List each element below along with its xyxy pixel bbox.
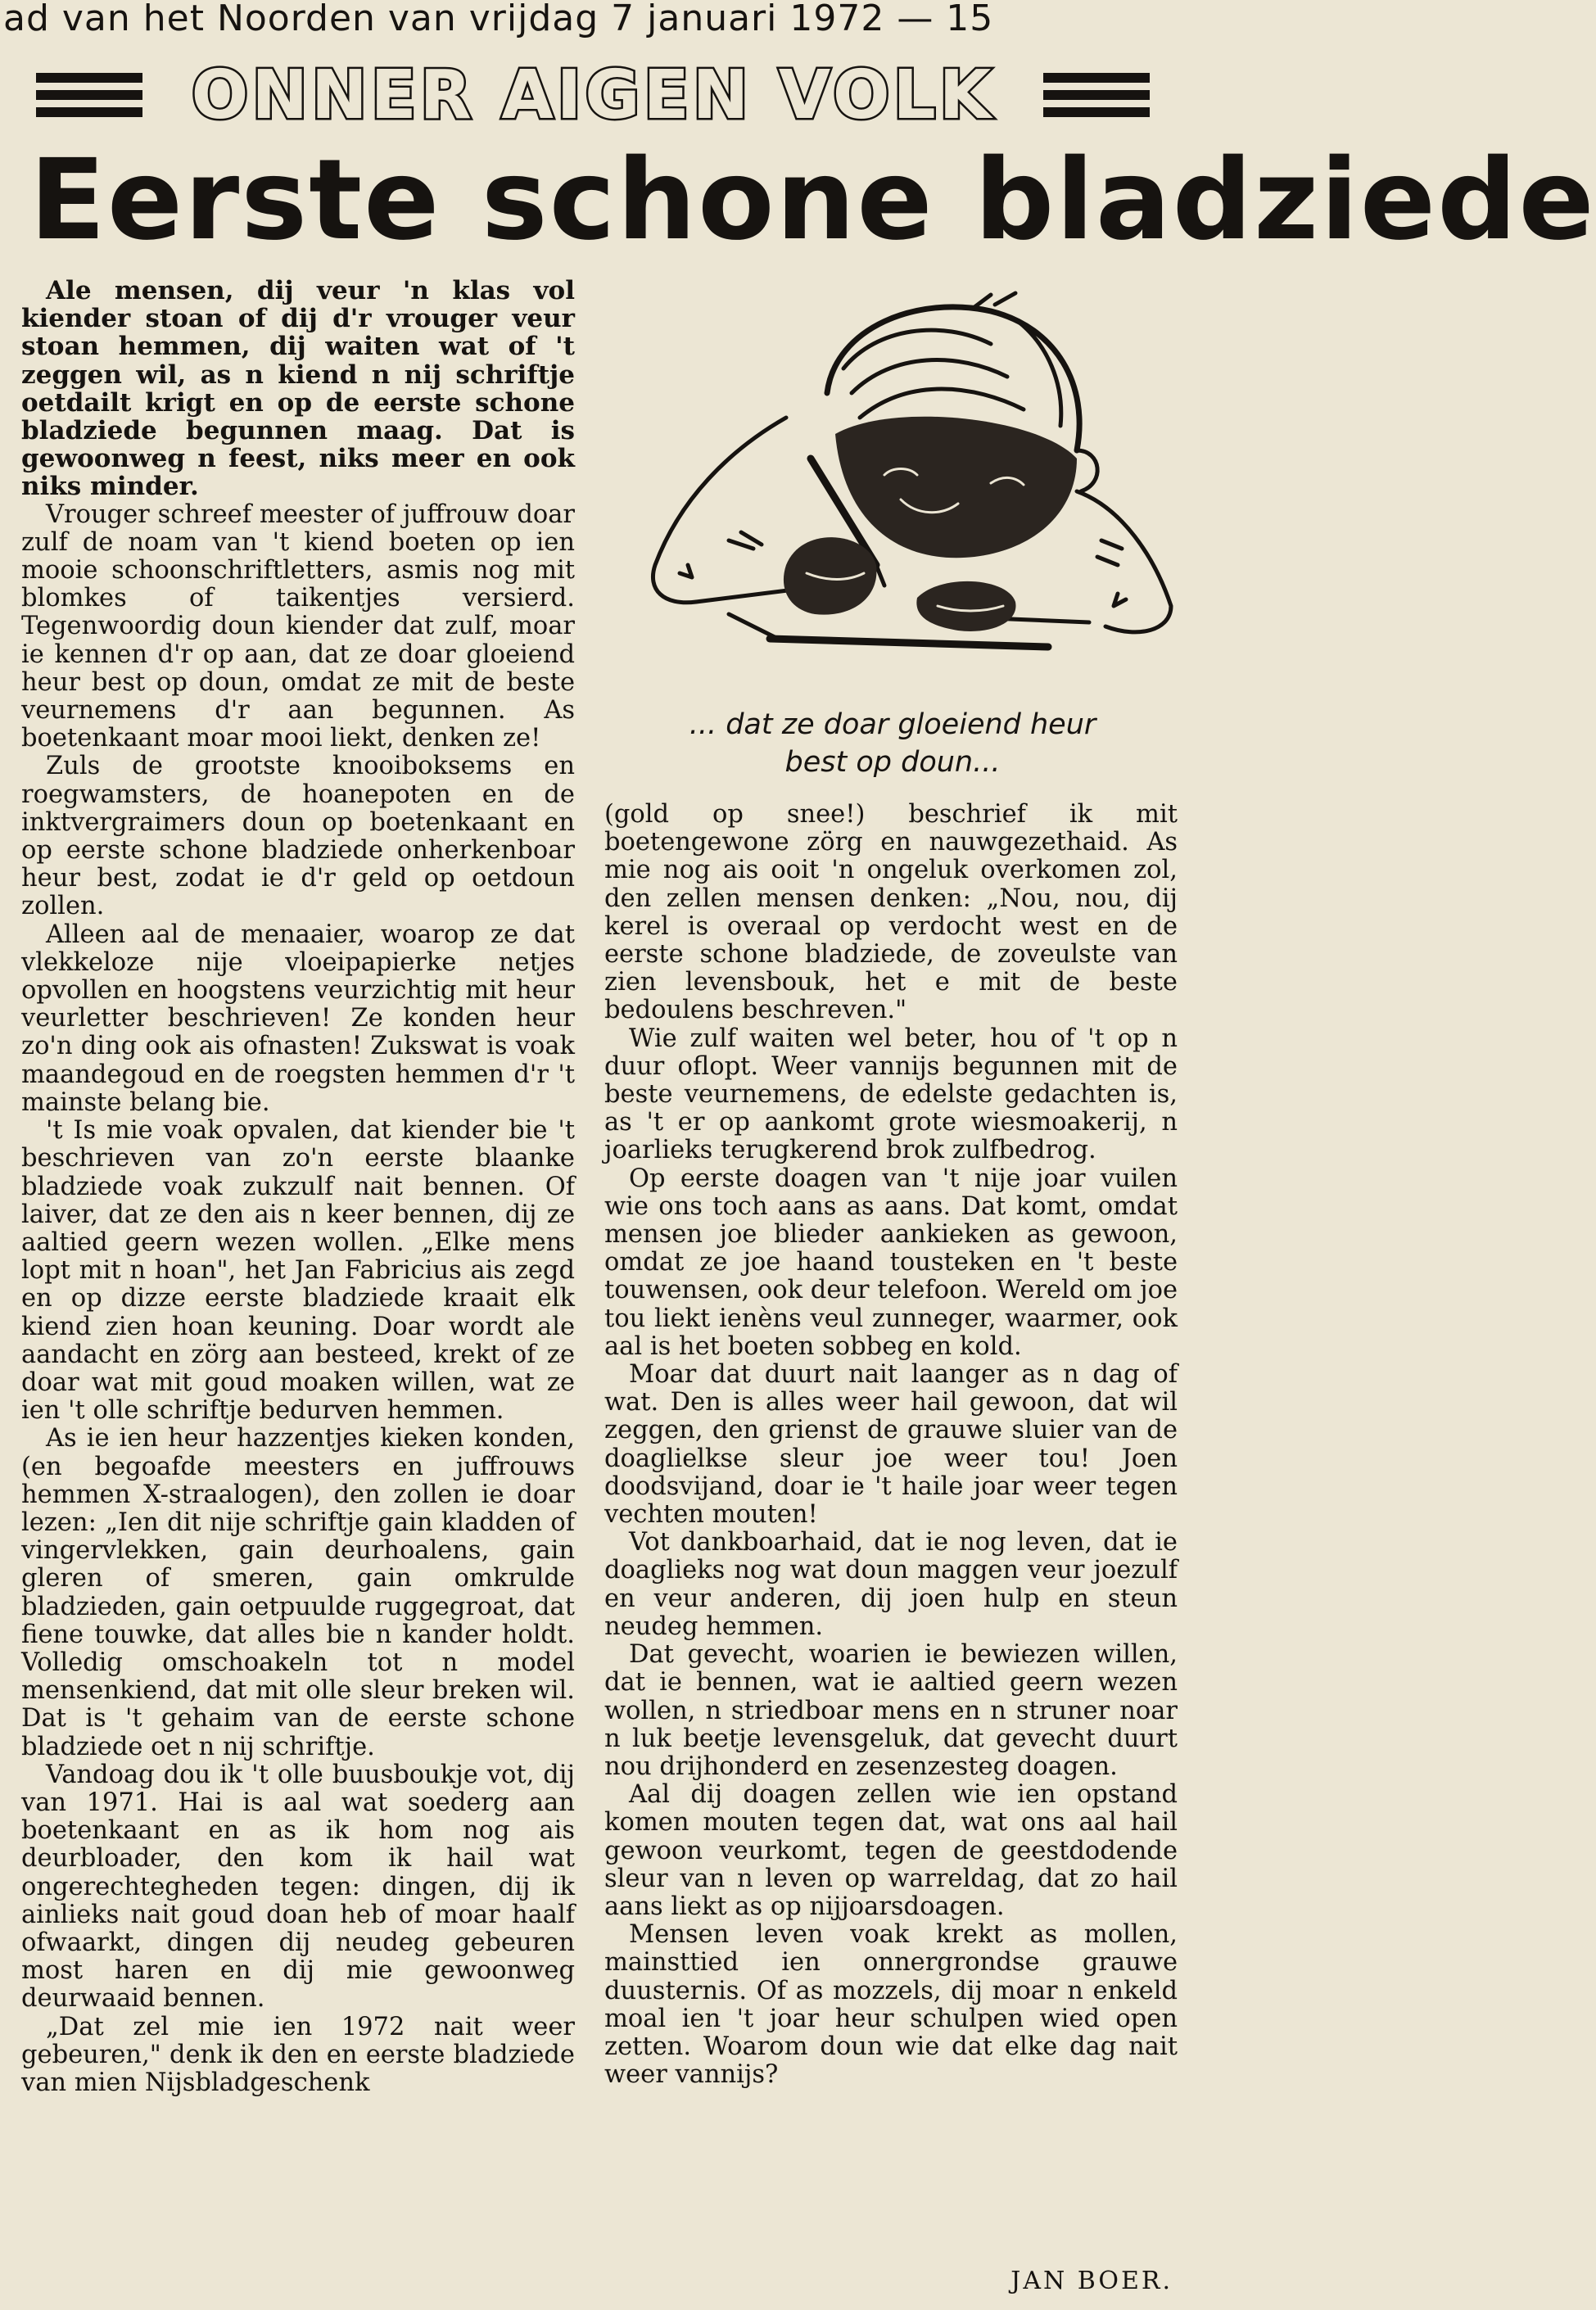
caption-line: best op doun... <box>784 746 1001 779</box>
dateline: ad van het Noorden van vrijdag 7 januari 1972 — 15 <box>3 0 994 39</box>
article-paragraph: Op eerste doagen van 't nije joar vuilen wie ons toch aans as aans. Dat komt, omdat mensen joe blieder aankieken as gewoon, omdat ze joe haand tousteken en 't beste touwensen, ook deur telefoon. Wereld om joe tou liekt ienèns veul zunneger, waarmer, ook aal is het boeten sobbeg en kold. <box>604 1164 1178 1361</box>
article-paragraph: Vrouger schreef meester of juffrouw doar zulf de noam van 't kiend boeten op ien mooie schoonschriftletters, asmis nog mit blomkes of taikentjes versierd. Tegenwoordig doun kiender dat zulf, moar ie kennen d'r op aan, dat ze doar gloeiend heur best op doun, omdat ze mit de beste veurnemens d'r aan begunnen. As boetenkaant moar mooi liekt, denken ze! <box>21 500 575 753</box>
article-paragraph: Mensen leven voak krekt as mollen, mainsttied ien onnergrondse grauwe duusternis. Of as mozzels, dij moar n enkeld moal ien 't joar heur schulpen wied open zetten. Woarom doun wie dat elke dag nait weer vannijs? <box>604 1920 1178 2090</box>
article-paragraph: Ale mensen, dij veur 'n klas vol kiender stoan of dij d'r vrouger veur stoan hemmen, dij waiten wat of 't zeggen wil, as n kiend n nij schriftje oetdailt krigt en op de eerste schone bladziede begunnen maag. Dat is gewoonweg n feest, niks meer en ook niks minder. <box>21 276 575 502</box>
kicker-title: ONNER AIGEN VOLK <box>191 56 995 134</box>
article-paragraph: Alleen aal de menaaier, woarop ze dat vlekkeloze nije vloeipapierke netjes opvollen en hoogstens veurzichtig mit heur veurletter beschrieven! Ze konden heur zo'n ding ook ais ofnasten! Zukswat is voak maandegoud en de roegsten hemmen d'r 't mainste belang bie. <box>21 920 575 1117</box>
article-paragraph: As ie ien heur hazzentjes kieken konden, (en begoafde meesters en juffrouws hemmen X-straalogen), den zollen ie doar lezen: „Ien dit nije schriftje gain kladden of vingervlekken, gain deurhoalens, gain gleren of smeren, gain omkrulde bladzieden, gain oetpuulde ruggegroat, dat fiene touwke, dat alles bie n kander holdt. Volledig omschoakeln tot n model mensenkiend, dat mit olle sleur breken wil. Dat is 't gehaim van de eerste schone bladziede oet n nij schriftje. <box>21 1424 575 1761</box>
kicker-bars-right <box>1043 73 1150 117</box>
article-paragraph: Zuls de grootste knooiboksems en roegwamsters, de hoanepoten en de inktvergraimers doun op boetenkaant en op eerste schone bladziede onherkenboar heur best, zodat ie d'r geld op oetdoun zollen. <box>21 752 575 921</box>
article-paragraph: „Dat zel mie ien 1972 nait weer gebeuren," denk ik den en eerste bladziede van mien Nijsbladgeschenk <box>21 2012 575 2097</box>
illustration-caption <box>622 706 1163 781</box>
illustration-svg <box>631 295 1171 671</box>
article-paragraph: Dat gevecht, woarien ie bewiezen willen, dat ie bennen, wat ie aaltied geern wezen wollen, n striedboar mens en n struner noar n luk beetje levensgeluk, dat gevecht duurt nou drijhonderd en zesenzesteg doagen. <box>604 1640 1178 1781</box>
headline: Eerste schone bladziede <box>29 136 1596 265</box>
child-writing-drawing-icon <box>631 295 1171 671</box>
article-column-right <box>604 801 1178 2089</box>
article-paragraph: 't Is mie voak opvalen, dat kiender bie 't beschrieven van zo'n eerste blaanke bladziede voak zukzulf nait bennen. Of laiver, dat ze den ais n keer bennen, dij ze aaltied geern wezen wollen. „Elke mens lopt mit n hoan", het Jan Fabricius ais zegd en op dizze eerste bladziede kraait elk kiend zien hoan keuning. Doar wordt ale aandacht en zörg aan besteed, krekt of ze doar wat mit goud moaken willen, wat ze ien 't olle schriftje bedurven hemmen. <box>21 1116 575 1426</box>
kicker-bars-left <box>36 73 142 117</box>
article-paragraph: Aal dij doagen zellen wie ien opstand komen mouten tegen dat, wat ons aal hail gewoon veurkomt, tegen de geestdodende sleur van n leven op warreldag, dat zo hail aans liekt as op nijjoarsdoagen. <box>604 1780 1178 1921</box>
article-paragraph: Vot dankboarhaid, dat ie nog leven, dat ie doaglieks nog wat doun maggen veur joezulf en veur anderen, dij joen hulp en steun neudeg hemmen. <box>604 1528 1178 1641</box>
article-paragraph: (gold op snee!) beschrief ik mit boetengewone zörg en nauwgezethaid. As mie nog ais ooit 'n ongeluk overkomen zol, den zellen mensen denken: „Nou, nou, dij kerel is overaal op verdocht west en de eerste schone bladziede, de zoveulste van zien levensbouk, het e mit de beste bedoulens beschreven." <box>604 800 1178 1025</box>
article-column-left <box>21 277 575 2097</box>
article-paragraph: Wie zulf waiten wel beter, hou of 't op n duur oflopt. Weer vannijs begunnen mit de beste veurnemens, de edelste gedachten is, as 't er op aankomt grote wiesmoakerij, n joarlieks terugkerend brok zulfbedrog. <box>604 1024 1178 1165</box>
article-paragraph: Moar dat duurt nait laanger as n dag of wat. Den is alles weer hail gewoon, dat wil zeggen, den grienst de grauwe sluier van de doaglielkse sleur joe weer tou! Joen doodsvijand, doar ie 't haile joar weer tegen vechten mouten! <box>604 1360 1178 1530</box>
author-signature: JAN BOER. <box>1010 2267 1173 2295</box>
section-kicker <box>36 54 1150 136</box>
caption-line: ... dat ze doar gloeiend heur <box>689 708 1096 741</box>
article-paragraph: Vandoag dou ik 't olle buusboukje vot, dij van 1971. Hai is aal wat soederg aan boetenkaant en as ik hom nog ais deurbloader, den kom ik hail wat ongerechtegheden tegen: dingen, dij ik ainlieks nait goud doan heb of moar haalf ofwaarkt, dingen dij neudeg gebeuren most haren en dij mie gewoonweg deurwaaid bennen. <box>21 1760 575 2014</box>
